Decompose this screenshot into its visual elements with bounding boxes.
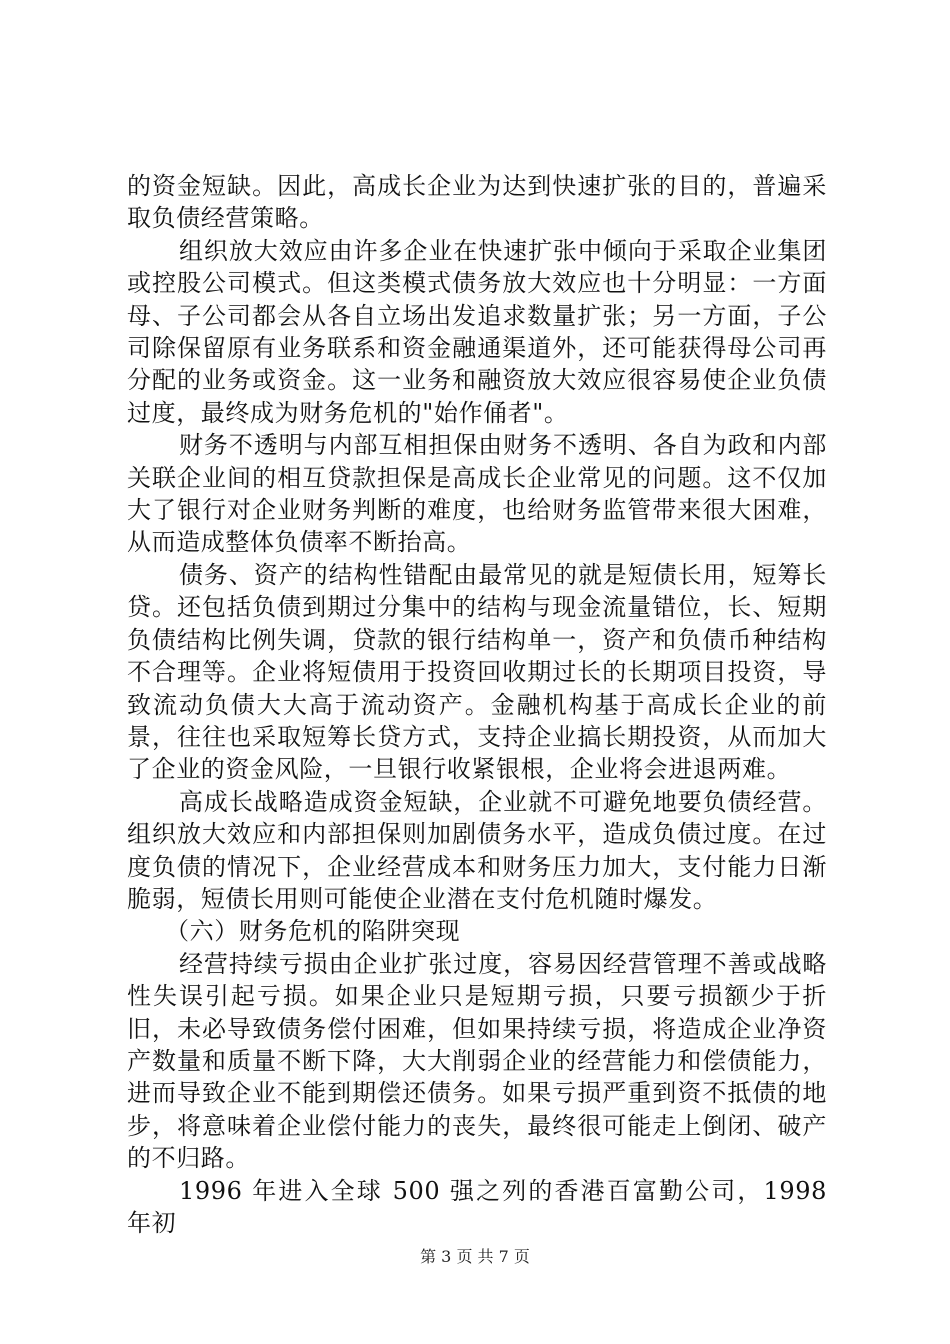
paragraph-organization-amplification: 组织放大效应由许多企业在快速扩张中倾向于采取企业集团或控股公司模式。但这类模式债务放大效应也十分明显：一方面母、子公司都会从各自立场出发追求数量扩张；另一方面，子公司除保留原有业务联系和资金融通渠道外，还可能获得母公司再分配的业务或资金。这一业务和融资放大效应很容易使企业负债过度，最终成为财务危机的"始作俑者"。 xyxy=(127,236,827,427)
section-heading: （六）财务危机的陷阱突现 xyxy=(165,917,461,946)
paragraph-peregrine-example: 1996 年进入全球 500 强之列的香港百富勤公司，1998 年初 xyxy=(127,1176,827,1237)
paragraph-structural-mismatch: 债务、资产的结构性错配由最常见的就是短债长用，短筹长贷。还包括负债到期过分集中的结构与现金流量错位，长、短期负债结构比例失调，贷款的银行结构单一，资产和负债币种结构不合理等。企业将短债用于投资回收期过长的长期项目投资，导致流动负债大大高于流动资产。金融机构基于高成长企业的前景，往往也采取短筹长贷方式，支持企业搞长期投资，从而加大了企业的资金风险，一旦银行收紧银根，企业将会进退两难。 xyxy=(127,560,827,784)
paragraph-continuous-loss: 经营持续亏损由企业扩张过度，容易因经营管理不善或战略性失误引起亏损。如果企业只是短期亏损，只要亏损额少于折旧，未必导致债务偿付困难，但如果持续亏损，将造成企业净资产数量和质量不断下降，大大削弱企业的经营能力和偿债能力，进而导致企业不能到期偿还债务。如果亏损严重到资不抵债的地步，将意味着企业偿付能力的丧失，最终很可能走上倒闭、破产的不归路。 xyxy=(127,949,827,1173)
paragraph-financial-opacity: 财务不透明与内部互相担保由财务不透明、各自为政和内部关联企业间的相互贷款担保是高成长企业常见的问题。这不仅加大了银行对企业财务判断的难度，也给财务监管带来很大困难，从而造成整体负债率不断抬高。 xyxy=(127,431,827,557)
paragraph-high-growth-summary: 高成长战略造成资金短缺，企业就不可避免地要负债经营。组织放大效应和内部担保则加剧债务水平，造成负债过度。在过度负债的情况下，企业经营成本和财务压力加大，支付能力日渐脆弱，短债长用则可能使企业潜在支付危机随时爆发。 xyxy=(127,787,827,913)
paragraph-continuation: 的资金短缺。因此，高成长企业为达到快速扩张的目的，普遍采取负债经营策略。 xyxy=(127,172,827,233)
page-footer: 第 3 页 共 7 页 xyxy=(420,1247,530,1266)
document-body xyxy=(127,170,827,1239)
